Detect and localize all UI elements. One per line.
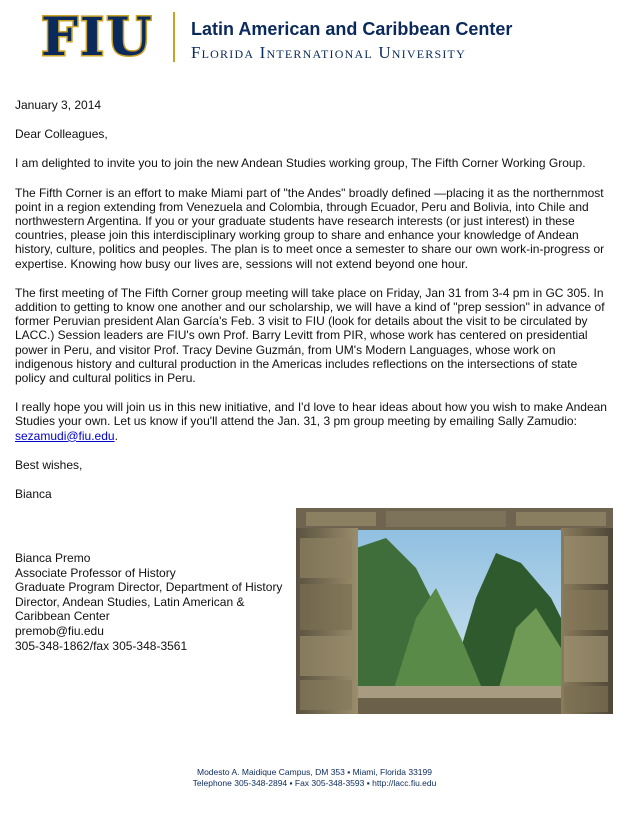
footer-contact: Telephone 305-348-2894 ▪ Fax 305-348-3593 ▪ http://lacc.fiu.edu xyxy=(192,778,437,788)
footer-address: Modesto A. Maidique Campus, DM 353 ▪ Miami, Florida 33199 xyxy=(197,767,432,777)
window-view-image xyxy=(296,508,613,714)
paragraph-first-meeting: The first meeting of The Fifth Corner group meeting will take place on Friday, Jan 31 from 3-4 pm in GC 305. In addition to getting to know one another and our scholarship, we will have a kind of "prep session" in advance of former Peruvian president Alan García's Feb. 3 visit to FIU (look for details about the visit to be circulated by LACC.) Session leaders are FIU's own Prof. Barry Levitt from PIR, whose work has centered on presidential power in Peru, and visitor Prof. Tracy Devine Guzmán, from UM's Modern Languages, whose work on indigenous history and cultural production in the Americas includes reflections on the intersections of state policy and cultural politics in Peru. xyxy=(15,285,605,386)
signature-email: premob@fiu.edu xyxy=(15,623,104,638)
rsvp-text: I really hope you will join us in this new initiative, and I'd love to hear ideas about how you wish to make Andean Studies your own. Let us know if you'll attend the Jan. 31, 3 pm group meeting by emailing Sally Zamudio: xyxy=(15,400,607,429)
paragraph-fifth-corner: The Fifth Corner is an effort to make Miami part of "the Andes" broadly defined —placing it as the northernmost point in a region extending from Venezuela and Colombia, through Ecuador, Peru and Bolivia, into Chile and northwestern Argentina. If you or your graduate students have research interests (or just interest) in these countries, please join this interdisciplinary working group to share and enhance your knowledge of Andean history, culture, politics and peoples. The plan is to meet once a semester to share our own work-in-progress or expertise. Knowing how busy our lives are, sessions will not extend beyond one hour. xyxy=(15,185,605,271)
paragraph-invitation: I am delighted to invite you to join the new Andean Studies working group, The Fifth Corner Working Group. xyxy=(15,156,586,171)
center-name: Latin American and Caribbean Center xyxy=(191,19,513,39)
letterhead-divider xyxy=(173,12,175,62)
letter-first-name: Bianca xyxy=(15,487,52,502)
signature-title-1: Associate Professor of History xyxy=(15,565,176,580)
letter-date: January 3, 2014 xyxy=(15,98,102,112)
signature-name: Bianca Premo xyxy=(15,551,91,565)
letter-body xyxy=(15,98,611,516)
machu-picchu-photo xyxy=(296,508,613,714)
university-name: Florida International University xyxy=(191,43,466,62)
letter-closing: Best wishes, xyxy=(15,457,83,472)
email-link[interactable]: sezamudi@fiu.edu xyxy=(15,428,115,443)
signature-title-3a: Director, Andean Studies, Latin American & xyxy=(15,594,245,609)
signature-title-3b: Caribbean Center xyxy=(15,609,110,624)
signature-block xyxy=(15,551,285,653)
paragraph-rsvp xyxy=(15,400,611,443)
letter-salutation: Dear Colleagues, xyxy=(15,127,108,142)
signature-title-2: Graduate Program Director, Department of History xyxy=(15,580,283,595)
fiu-logo: FIU xyxy=(41,7,154,68)
letterhead xyxy=(41,7,601,68)
signature-phone: 305-348-1862/fax 305-348-3561 xyxy=(15,638,188,653)
footer xyxy=(0,767,629,789)
rsvp-end: . xyxy=(114,428,118,443)
